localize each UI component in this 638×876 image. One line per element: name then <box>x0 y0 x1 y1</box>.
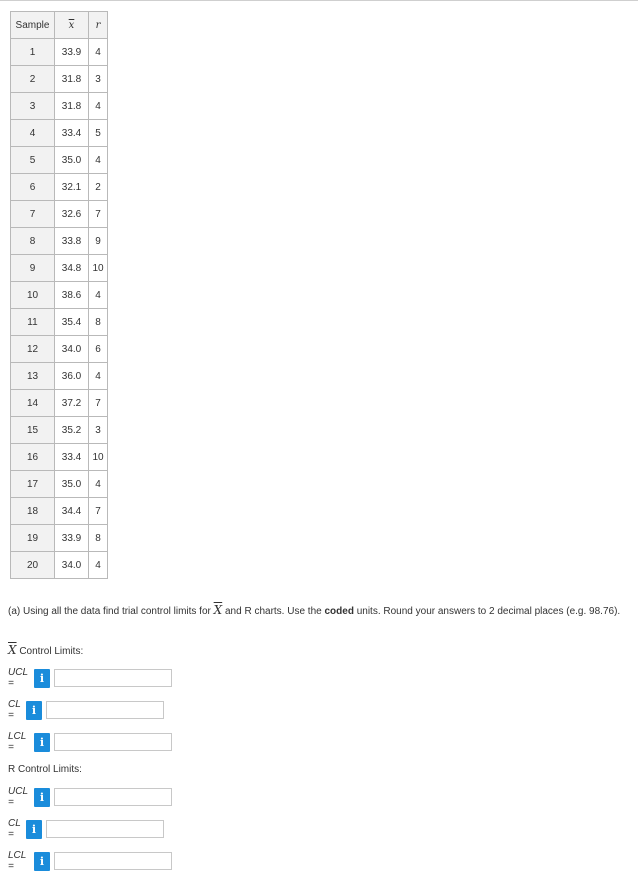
xbar-lcl-input[interactable] <box>54 733 172 751</box>
table-row <box>11 444 108 471</box>
xbar-cell: 33.8 <box>55 228 89 255</box>
sample-cell: 18 <box>11 498 55 525</box>
table-row <box>11 201 108 228</box>
r-cell: 8 <box>89 525 108 552</box>
table-row <box>11 552 108 579</box>
xbar-cell: 35.0 <box>55 147 89 174</box>
question-text-1: (a) Using all the data find trial control limits for <box>8 606 214 617</box>
r-cl-input[interactable] <box>46 820 164 838</box>
info-icon[interactable]: i <box>34 669 50 688</box>
xbar-cl-label: CL = <box>8 699 21 721</box>
xbar-cell: 35.2 <box>55 417 89 444</box>
xbar-cl-input[interactable] <box>46 701 164 719</box>
top-divider <box>0 0 638 1</box>
xbar-ucl-label: UCL = <box>8 667 28 689</box>
xbar-cell: 32.1 <box>55 174 89 201</box>
table-header-row <box>11 12 108 39</box>
question-text-2: and <box>222 606 245 617</box>
table-row <box>11 147 108 174</box>
r-cl-label: CL = <box>8 818 21 840</box>
table-row <box>11 525 108 552</box>
sample-cell: 2 <box>11 66 55 93</box>
r-cell: 7 <box>89 201 108 228</box>
header-r <box>89 12 108 39</box>
sample-cell: 10 <box>11 282 55 309</box>
r-cell: 7 <box>89 498 108 525</box>
r-cell: 3 <box>89 417 108 444</box>
r-ucl-input[interactable] <box>54 788 172 806</box>
table-body <box>11 39 108 579</box>
xbar-cl-row <box>8 700 164 720</box>
r-cell: 4 <box>89 363 108 390</box>
info-icon[interactable]: i <box>34 788 50 807</box>
xbar-cell: 35.0 <box>55 471 89 498</box>
table-row <box>11 93 108 120</box>
question-text-4: units. Round your answers to 2 decimal places (e.g. 98.76). <box>353 606 621 617</box>
table-row <box>11 282 108 309</box>
header-xbar <box>55 12 89 39</box>
question-text-3: charts. Use the <box>251 606 325 617</box>
xbar-cell: 32.6 <box>55 201 89 228</box>
sample-cell: 7 <box>11 201 55 228</box>
header-xbar-symbol: $\overline{x}$ <box>68 19 75 31</box>
xbar-cell: 33.9 <box>55 525 89 552</box>
table-row <box>11 120 108 147</box>
r-cell: 10 <box>89 255 108 282</box>
xbar-cell: 34.4 <box>55 498 89 525</box>
xbar-cell: 34.8 <box>55 255 89 282</box>
question-bold-word: coded <box>324 606 354 617</box>
xbar-lcl-label: LCL = <box>8 731 27 753</box>
xbar-cell: 31.8 <box>55 93 89 120</box>
xbar-cell: 33.4 <box>55 444 89 471</box>
r-cell: 4 <box>89 282 108 309</box>
table-row <box>11 336 108 363</box>
sample-data-table <box>10 11 108 579</box>
sample-cell: 19 <box>11 525 55 552</box>
xbar-heading-symbol: $\overline{X}$ <box>8 643 17 657</box>
xbar-cell: 31.8 <box>55 66 89 93</box>
table-row <box>11 39 108 66</box>
sample-cell: 4 <box>11 120 55 147</box>
r-lcl-label: LCL = <box>8 850 27 872</box>
r-cell: 6 <box>89 336 108 363</box>
sample-cell: 1 <box>11 39 55 66</box>
table-row <box>11 255 108 282</box>
xbar-cell: 33.4 <box>55 120 89 147</box>
info-icon[interactable]: i <box>26 820 42 839</box>
xbar-lcl-row <box>8 732 172 752</box>
header-r-symbol: r <box>95 19 101 31</box>
r-cl-row <box>8 819 164 839</box>
r-cell: 4 <box>89 147 108 174</box>
xbar-cell: 33.9 <box>55 39 89 66</box>
sample-cell: 15 <box>11 417 55 444</box>
r-cell: 4 <box>89 39 108 66</box>
xbar-ucl-input[interactable] <box>54 669 172 687</box>
xbar-cell: 36.0 <box>55 363 89 390</box>
r-control-limits-heading: R Control Limits: <box>8 764 82 775</box>
table-row <box>11 309 108 336</box>
table-row <box>11 174 108 201</box>
header-sample: Sample <box>11 12 55 39</box>
table-row <box>11 498 108 525</box>
r-lcl-input[interactable] <box>54 852 172 870</box>
sample-cell: 3 <box>11 93 55 120</box>
sample-cell: 16 <box>11 444 55 471</box>
xbar-cell: 38.6 <box>55 282 89 309</box>
xbar-control-limits-heading <box>8 643 83 657</box>
info-icon[interactable]: i <box>26 701 42 720</box>
r-ucl-row <box>8 787 172 807</box>
table-row <box>11 417 108 444</box>
r-cell: 3 <box>89 66 108 93</box>
r-cell: 9 <box>89 228 108 255</box>
xbar-ucl-row <box>8 668 172 688</box>
r-cell: 10 <box>89 444 108 471</box>
xbar-cell: 37.2 <box>55 390 89 417</box>
question-part-a <box>8 604 630 618</box>
sample-cell: 9 <box>11 255 55 282</box>
xbar-cell: 35.4 <box>55 309 89 336</box>
table-row <box>11 471 108 498</box>
r-cell: 4 <box>89 552 108 579</box>
r-cell: 8 <box>89 309 108 336</box>
xbar-symbol: $\overline{X}$ <box>213 603 223 617</box>
sample-cell: 5 <box>11 147 55 174</box>
xbar-heading-label: Control Limits: <box>16 646 84 657</box>
r-symbol: R <box>244 606 252 617</box>
table-row <box>11 228 108 255</box>
table-row <box>11 66 108 93</box>
r-ucl-label: UCL = <box>8 786 28 808</box>
info-icon[interactable]: i <box>34 852 50 871</box>
sample-cell: 13 <box>11 363 55 390</box>
sample-cell: 20 <box>11 552 55 579</box>
xbar-cell: 34.0 <box>55 336 89 363</box>
r-cell: 4 <box>89 471 108 498</box>
table-row <box>11 390 108 417</box>
r-cell: 5 <box>89 120 108 147</box>
r-cell: 7 <box>89 390 108 417</box>
sample-cell: 6 <box>11 174 55 201</box>
r-cell: 2 <box>89 174 108 201</box>
sample-cell: 14 <box>11 390 55 417</box>
sample-cell: 17 <box>11 471 55 498</box>
table-row <box>11 363 108 390</box>
xbar-cell: 34.0 <box>55 552 89 579</box>
r-lcl-row <box>8 851 172 871</box>
r-cell: 4 <box>89 93 108 120</box>
info-icon[interactable]: i <box>34 733 50 752</box>
sample-cell: 12 <box>11 336 55 363</box>
sample-cell: 8 <box>11 228 55 255</box>
sample-cell: 11 <box>11 309 55 336</box>
